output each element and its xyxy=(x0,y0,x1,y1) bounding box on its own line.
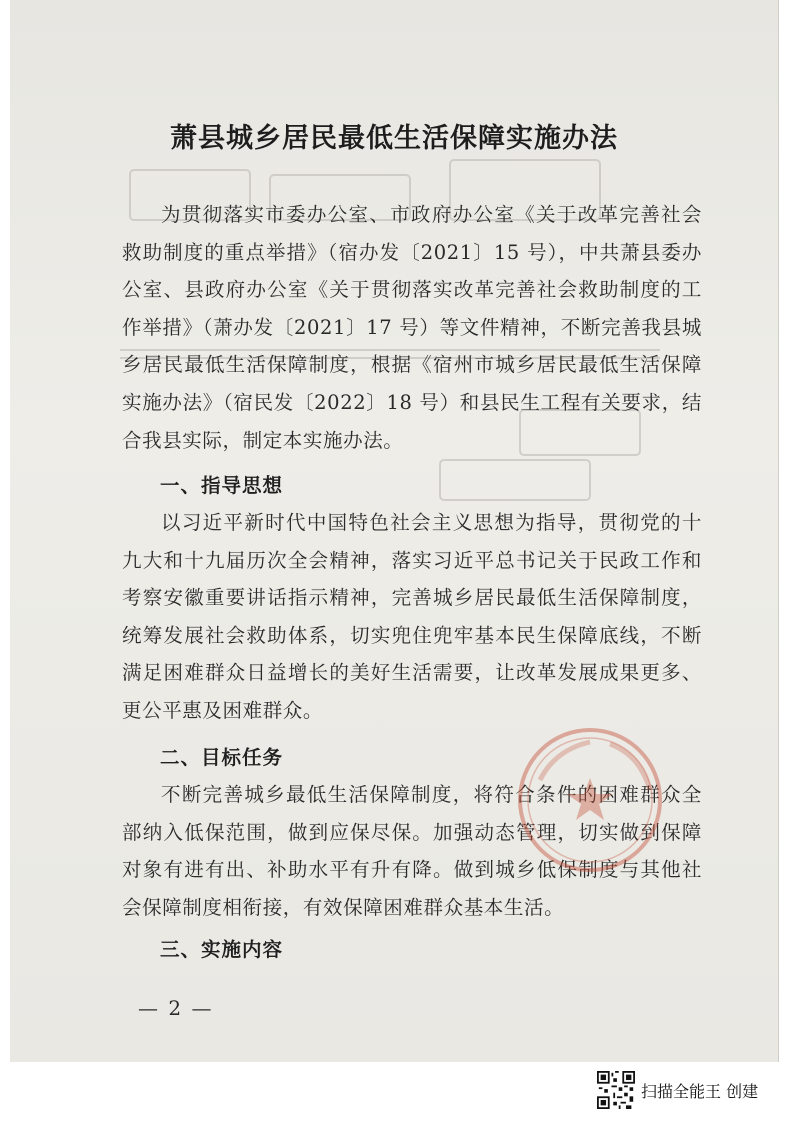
scanner-app-label: 扫描全能王 创建 xyxy=(641,1081,759,1101)
document-title: 萧县城乡居民最低生活保障实施办法 xyxy=(170,123,618,154)
qr-code-icon xyxy=(597,1071,635,1109)
section-heading-guiding-ideology: 一、指导思想 xyxy=(160,474,284,497)
intro-paragraph: 为贯彻落实市委办公室、市政府办公室《关于改革完善社会救助制度的重点举措》（宿办发〔2021〕15 号），中共萧县委办公室、县政府办公室《关于贯彻落实改革完善社会救助制度的工作举措》（萧办发〔2021〕17 号）等文件精神，不断完善我县城乡居民最低生活保障制度，根据《宿州市城乡居民最低生活保障实施办法》（宿民发〔2022〕18 号）和县民生工程有关要求，结合我县实际，制定本实施办法。 xyxy=(122,203,702,452)
scanned-page xyxy=(10,0,778,1062)
scanner-watermark xyxy=(597,1071,758,1109)
section-heading-goals: 二、目标任务 xyxy=(160,746,284,769)
section-body-guiding-ideology: 以习近平新时代中国特色社会主义思想为指导，贯彻党的十九大和十九届历次全会精神，落实习近平总书记关于民政工作和考察安徽重要讲话指示精神，完善城乡居民最低生活保障制度，统筹发展社会救助体系，切实兜住兜牢基本民生保障底线，不断满足困难群众日益增长的美好生活需要，让改革发展成果更多、更公平惠及困难群众。 xyxy=(122,511,702,722)
page-number: — 2 — xyxy=(138,996,214,1020)
section-heading-implementation: 三、实施内容 xyxy=(160,938,284,961)
section-body-goals: 不断完善城乡最低生活保障制度，将符合条件的困难群众全部纳入低保范围，做到应保尽保。加强动态管理，切实做到保障对象有进有出、补助水平有升有降。做到城乡低保制度与其他社会保障制度相衔接，有效保障困难群众基本生活。 xyxy=(122,783,702,919)
